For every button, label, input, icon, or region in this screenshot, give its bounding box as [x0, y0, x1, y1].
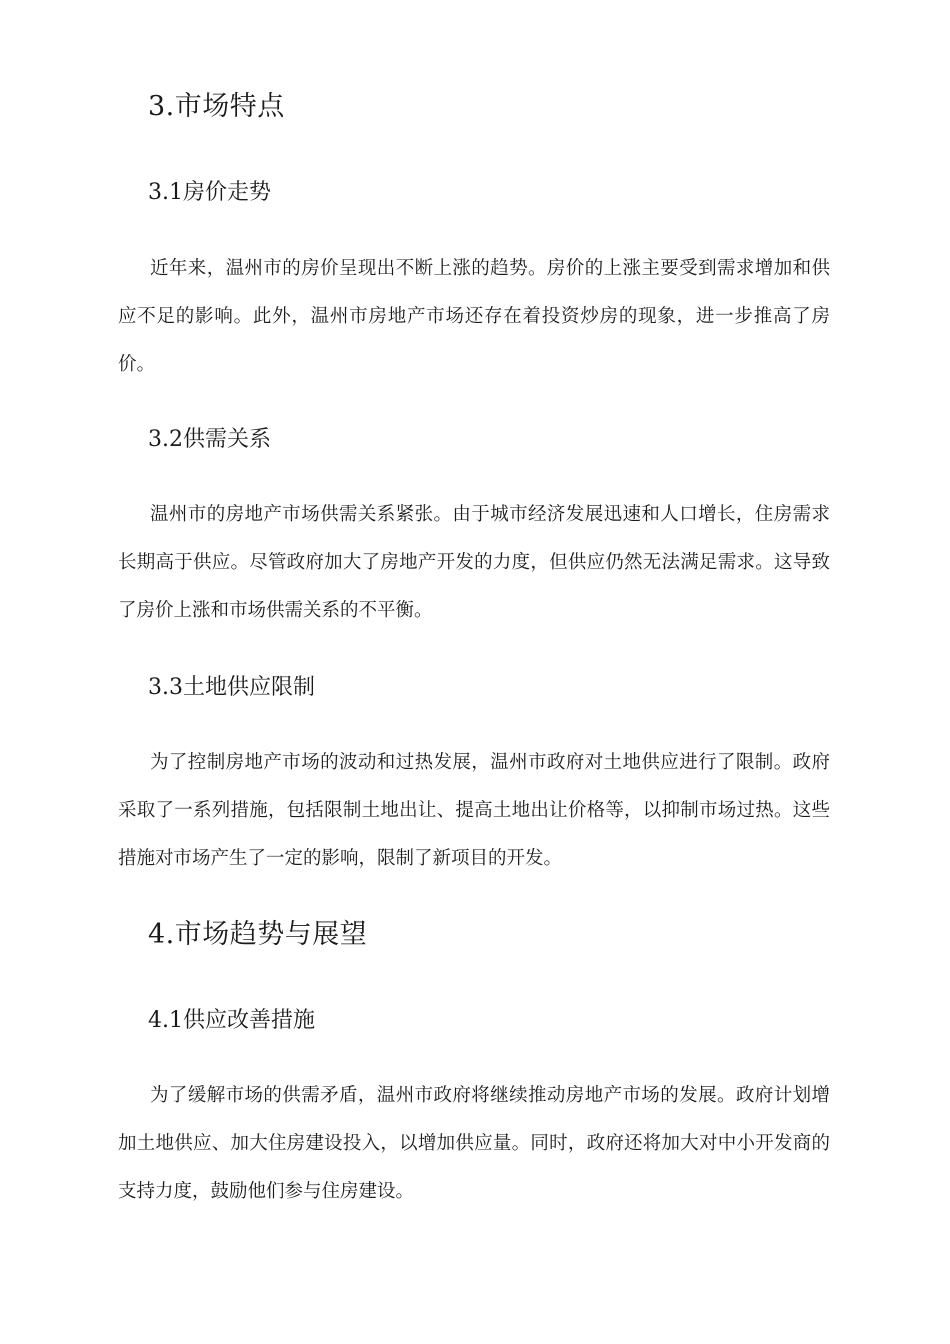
section-4-1-paragraph: 为了缓解市场的供需矛盾，温州市政府将继续推动房地产市场的发展。政府计划增加土地供应、加大住房建设投入，以增加供应量。同时，政府还将加大对中小开发商的支持力度，鼓励他们参与住房建设。 — [118, 1085, 830, 1202]
section-3-1-paragraph: 近年来，温州市的房价呈现出不断上涨的趋势。房价的上涨主要受到需求增加和供应不足的影响。此外，温州市房地产市场还存在着投资炒房的现象，进一步推高了房价。 — [118, 258, 830, 375]
section-4-heading: 4.市场趋势与展望 — [148, 919, 368, 950]
section-4-1-heading: 4.1供应改善措施 — [148, 1008, 315, 1033]
section-3-heading: 3.市场特点 — [148, 91, 285, 122]
section-3-3-heading: 3.3土地供应限制 — [148, 675, 315, 700]
section-3-3-paragraph: 为了控制房地产市场的波动和过热发展，温州市政府对土地供应进行了限制。政府采取了一系列措施，包括限制土地出让、提高土地出让价格等，以抑制市场过热。这些措施对市场产生了一定的影响，限制了新项目的开发。 — [118, 752, 830, 869]
section-3-1-heading: 3.1房价走势 — [148, 180, 271, 205]
section-3-2-heading: 3.2供需关系 — [148, 427, 271, 452]
section-3-2-paragraph: 温州市的房地产市场供需关系紧张。由于城市经济发展迅速和人口增长，住房需求长期高于供应。尽管政府加大了房地产开发的力度，但供应仍然无法满足需求。这导致了房价上涨和市场供需关系的不平衡。 — [118, 504, 830, 621]
